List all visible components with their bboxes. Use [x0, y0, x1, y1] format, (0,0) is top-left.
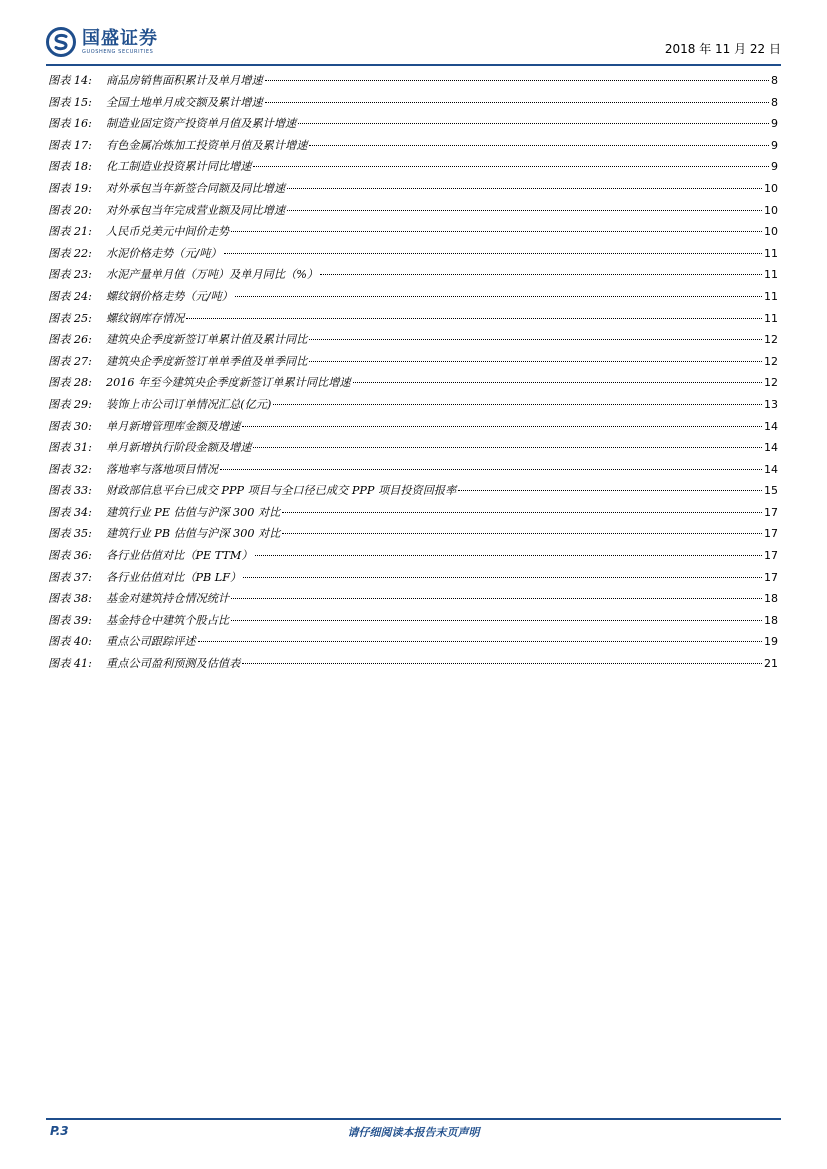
toc-entry-title[interactable]: 螺纹钢库存情况 [106, 311, 185, 325]
toc-entry-page[interactable]: 14 [764, 419, 778, 433]
logo-english: GUOSHENG SECURITIES [82, 48, 154, 55]
toc-entry-title[interactable]: 建筑央企季度新签订单单季值及单季同比 [106, 354, 308, 368]
toc-entry-label: 图表 33: [48, 484, 92, 498]
toc-entry-page[interactable]: 14 [764, 441, 778, 455]
toc-entry[interactable] [48, 504, 778, 526]
page-header [46, 24, 781, 64]
toc-leader-dots [287, 210, 762, 211]
toc-entry-label: 图表 21: [48, 225, 92, 239]
toc-entry[interactable] [48, 655, 778, 677]
toc-entry-label: 图表 26: [48, 333, 92, 347]
toc-entry-label: 图表 14: [48, 74, 92, 87]
toc-leader-dots [242, 426, 762, 427]
report-date: 2018 年 11 月 22 日 [664, 42, 781, 56]
toc-entry[interactable] [48, 418, 778, 440]
toc-entry[interactable] [48, 353, 778, 375]
toc-leader-dots [186, 318, 762, 319]
toc-entry-page[interactable]: 15 [764, 484, 778, 498]
toc-entry-label: 图表 23: [48, 268, 92, 282]
toc-entry[interactable] [48, 202, 778, 224]
toc-entry[interactable] [48, 482, 778, 504]
toc-entry-label: 图表 39: [48, 613, 92, 627]
toc-leader-dots [353, 382, 762, 383]
header-divider [46, 64, 781, 66]
toc-leader-dots [253, 447, 762, 448]
company-logo [46, 24, 158, 60]
toc-entry-title[interactable]: 制造业固定资产投资单月值及累计增速 [106, 117, 297, 131]
toc-entry-page[interactable]: 10 [764, 203, 778, 217]
toc-leader-dots [220, 469, 762, 470]
toc-entry-title[interactable]: 全国土地单月成交额及累计增速 [106, 95, 263, 109]
toc-entry-page[interactable]: 11 [764, 289, 778, 303]
toc-entry-label: 图表 24: [48, 289, 92, 303]
toc-entry[interactable] [48, 180, 778, 202]
page-number: P.3 [50, 1124, 69, 1138]
toc-leader-dots [231, 231, 762, 232]
toc-entry-label: 图表 16: [48, 117, 92, 131]
toc-entry-label: 图表 17: [48, 138, 92, 152]
toc-entry-label: 图表 36: [48, 549, 92, 563]
toc-entry[interactable] [48, 94, 778, 116]
toc-leader-dots [255, 555, 762, 556]
toc-entry-page[interactable]: 14 [764, 462, 778, 476]
toc-entry-title[interactable]: 对外承包当年新签合同额及同比增速 [106, 181, 286, 195]
toc-leader-dots [287, 188, 762, 189]
toc-entry-title[interactable]: 基金对建筑持仓情况统计 [106, 592, 230, 606]
toc-entry-label: 图表 29: [48, 397, 92, 411]
toc-entry-label: 图表 32: [48, 462, 92, 476]
toc-leader-dots [309, 339, 762, 340]
toc-leader-dots [235, 296, 762, 297]
toc-leader-dots [198, 641, 762, 642]
toc-entry-page[interactable]: 11 [764, 246, 778, 260]
toc-entry[interactable] [48, 115, 778, 137]
toc-entry[interactable] [48, 223, 778, 245]
toc-leader-dots [458, 490, 762, 491]
toc-entry-label: 图表 34: [48, 505, 92, 519]
toc-entry-label: 图表 25: [48, 311, 92, 325]
toc-entry-title[interactable]: 建筑行业 PE 估值与沪深 300 对比 [106, 505, 281, 519]
toc-entry-page[interactable]: 10 [764, 225, 778, 239]
toc-entry[interactable] [48, 288, 778, 310]
toc-entry[interactable] [48, 396, 778, 418]
toc-entry-title[interactable]: 水泥价格走势（元/吨） [106, 246, 222, 260]
toc-entry-page[interactable]: 21 [764, 657, 778, 671]
toc-entry-title[interactable]: 各行业估值对比（PB LF） [106, 570, 242, 584]
toc-entry[interactable] [48, 569, 778, 591]
toc-entry-title[interactable]: 单月新增管理库金额及增速 [106, 419, 241, 433]
toc-entry-page[interactable]: 8 [771, 95, 778, 109]
toc-entry-page[interactable]: 8 [771, 74, 778, 87]
toc-entry-label: 图表 41: [48, 657, 92, 671]
toc-entry-title[interactable]: 重点公司跟踪评述 [106, 635, 196, 649]
toc-entry[interactable] [48, 310, 778, 332]
toc-entry-page[interactable]: 12 [764, 354, 778, 368]
toc-entry-title[interactable]: 有色金属冶炼加工投资单月值及累计增速 [106, 138, 308, 152]
toc-entry-title[interactable]: 商品房销售面积累计及单月增速 [106, 74, 263, 87]
toc-entry[interactable] [48, 374, 778, 396]
toc-entry-page[interactable]: 10 [764, 181, 778, 195]
toc-leader-dots [298, 123, 769, 124]
toc-entry-label: 图表 37: [48, 570, 92, 584]
toc-entry-title[interactable]: 水泥产量单月值（万吨）及单月同比（%） [106, 268, 319, 282]
toc-entry-title[interactable]: 对外承包当年完成营业额及同比增速 [106, 203, 286, 217]
toc-entry-label: 图表 31: [48, 441, 92, 455]
toc-entry[interactable] [48, 245, 778, 267]
toc-entry-label: 图表 22: [48, 246, 92, 260]
disclaimer-text: 请仔细阅读本报告末页声明 [347, 1126, 480, 1139]
toc-entry-title[interactable]: 人民币兑美元中间价走势 [106, 225, 230, 239]
page-footer [46, 1124, 781, 1144]
toc-entry-label: 图表 28: [48, 376, 92, 390]
toc-entry[interactable] [48, 525, 778, 547]
toc-entry-page[interactable]: 12 [764, 376, 778, 390]
toc-entry[interactable] [48, 137, 778, 159]
toc-leader-dots [282, 533, 762, 534]
toc-entry[interactable] [48, 266, 778, 288]
toc-leader-dots [282, 512, 762, 513]
toc-leader-dots [242, 663, 762, 664]
toc-entry-page[interactable]: 17 [764, 549, 778, 563]
toc-entry-label: 图表 27: [48, 354, 92, 368]
toc-entry-label: 图表 35: [48, 527, 92, 541]
toc-entry-label: 图表 38: [48, 592, 92, 606]
toc-leader-dots [231, 620, 762, 621]
toc-entry-page[interactable]: 19 [764, 635, 778, 649]
toc-entry-page[interactable]: 11 [764, 268, 778, 282]
toc-entry[interactable] [48, 439, 778, 461]
toc-entry-page[interactable]: 18 [764, 592, 778, 606]
toc-entry-title[interactable]: 建筑央企季度新签订单累计值及累计同比 [106, 333, 308, 347]
toc-entry-title[interactable]: 单月新增执行阶段金额及增速 [106, 441, 252, 455]
toc-entry-title[interactable]: 落地率与落地项目情况 [106, 462, 218, 476]
toc-entry-page[interactable]: 18 [764, 613, 778, 627]
toc-entry[interactable] [48, 547, 778, 569]
toc-entry-title[interactable]: 装饰上市公司订单情况汇总(亿元) [106, 397, 272, 411]
toc-entry-label: 图表 15: [48, 95, 92, 109]
toc-entry[interactable] [48, 590, 778, 612]
toc-entry-title[interactable]: 各行业估值对比（PE TTM） [106, 549, 253, 563]
toc-leader-dots [265, 80, 769, 81]
toc-entry-label: 图表 19: [48, 181, 92, 195]
toc-entry-page[interactable]: 12 [764, 333, 778, 347]
toc-entry-label: 图表 18: [48, 160, 92, 174]
toc-entry-page[interactable]: 9 [771, 138, 778, 152]
toc-entry-title[interactable]: 2016 年至今建筑央企季度新签订单累计同比增速 [106, 376, 351, 390]
toc-entry-title[interactable]: 螺纹钢价格走势（元/吨） [106, 289, 233, 303]
toc-entry-page[interactable]: 13 [764, 397, 778, 411]
toc-entry-page[interactable]: 11 [764, 311, 778, 325]
toc-entry-label: 图表 20: [48, 203, 92, 217]
toc-entry-page[interactable]: 9 [771, 117, 778, 131]
logo-wordmark: 国盛证券 [82, 27, 158, 49]
toc-entry-title[interactable]: 建筑行业 PB 估值与沪深 300 对比 [106, 527, 281, 541]
toc-leader-dots [253, 166, 769, 167]
toc-entry[interactable] [48, 612, 778, 634]
toc-entry[interactable] [48, 633, 778, 655]
toc-entry-title[interactable]: 基金持仓中建筑个股占比 [106, 613, 230, 627]
toc-leader-dots [273, 404, 762, 405]
toc-entry-page[interactable]: 17 [764, 505, 778, 519]
toc-entry-title[interactable]: 重点公司盈利预测及估值表 [106, 657, 241, 671]
toc-entry-title[interactable]: 财政部信息平台已成交 PPP 项目与全口径已成交 PPP 项目投资回报率 [106, 484, 457, 498]
toc-entry-page[interactable]: 9 [771, 160, 778, 174]
toc-entry[interactable] [48, 72, 778, 94]
figure-list [48, 72, 778, 677]
guosheng-logo-icon [46, 27, 76, 57]
toc-leader-dots [231, 598, 762, 599]
toc-entry-label: 图表 30: [48, 419, 92, 433]
toc-entry-label: 图表 40: [48, 635, 92, 649]
toc-leader-dots [224, 253, 762, 254]
toc-entry[interactable] [48, 158, 778, 180]
toc-entry-page[interactable]: 17 [764, 570, 778, 584]
toc-leader-dots [243, 577, 762, 578]
toc-leader-dots [265, 102, 769, 103]
toc-leader-dots [320, 274, 762, 275]
toc-entry-page[interactable]: 17 [764, 527, 778, 541]
toc-leader-dots [309, 145, 769, 146]
footer-divider [46, 1118, 781, 1120]
toc-entry-title[interactable]: 化工制造业投资累计同比增速 [106, 160, 252, 174]
toc-entry[interactable] [48, 461, 778, 483]
toc-entry[interactable] [48, 331, 778, 353]
toc-leader-dots [309, 361, 762, 362]
